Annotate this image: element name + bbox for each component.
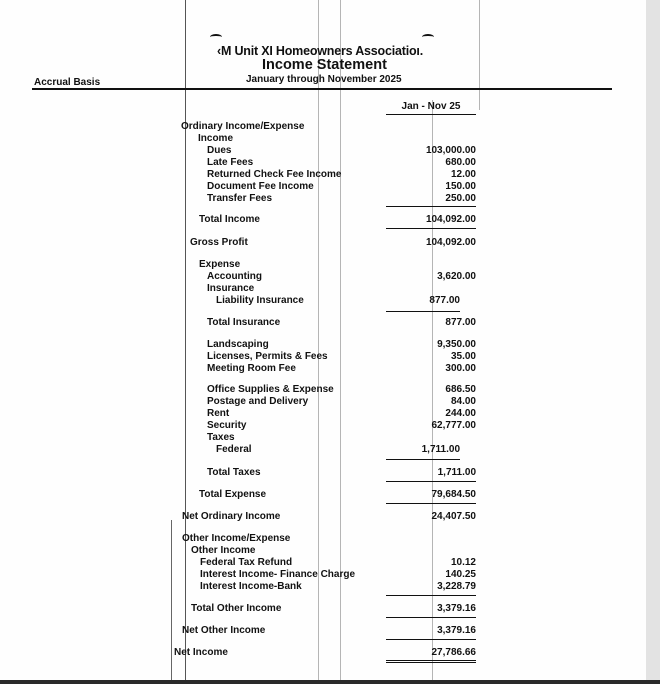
line-item: Federal Tax Refund 10.12 <box>200 557 476 568</box>
section-heading: Ordinary Income/Expense <box>181 121 305 132</box>
line-item: Landscaping 9,350.00 <box>207 339 476 350</box>
total-row: Total Expense 79,684.50 <box>199 489 476 500</box>
hole-punch-mark <box>422 34 434 40</box>
column-header-underline <box>386 114 476 115</box>
line-item: Meeting Room Fee 300.00 <box>207 363 476 374</box>
grand-total-double-rule <box>386 660 476 663</box>
line-item: Transfer Fees 250.00 <box>207 193 476 204</box>
line-item: Postage and Delivery 84.00 <box>207 396 476 407</box>
line-item: Returned Check Fee Income 12.00 <box>207 169 476 180</box>
line-item: Federal 1,711.00 <box>216 444 460 455</box>
line-item: Document Fee Income 150.00 <box>207 181 476 192</box>
group-heading: Insurance <box>207 283 255 294</box>
scan-artifact-line <box>479 0 480 110</box>
total-row: Gross Profit 104,092.00 <box>190 237 476 248</box>
total-row: Total Income 104,092.00 <box>199 214 476 225</box>
line-item: Rent 244.00 <box>207 408 476 419</box>
group-heading: Expense <box>199 259 241 270</box>
group-heading: Income <box>198 133 234 144</box>
vertical-scrollbar[interactable] <box>646 0 660 680</box>
accounting-basis: Accrual Basis <box>34 77 101 88</box>
line-item: Office Supplies & Expense 686.50 <box>207 384 476 395</box>
hole-punch-mark <box>210 34 222 40</box>
subtotal-rule <box>386 311 460 312</box>
subtotal-rule <box>386 617 476 618</box>
line-item: Interest Income-Bank 3,228.79 <box>200 581 476 592</box>
report-title: Income Statement <box>262 57 387 73</box>
subtotal-rule <box>386 595 476 596</box>
subtotal-rule <box>386 639 476 640</box>
total-row: Net Other Income 3,379.16 <box>182 625 476 636</box>
line-item: Liability Insurance 877.00 <box>216 295 460 306</box>
line-item: Interest Income- Finance Charge 140.25 <box>200 569 476 580</box>
line-item: Dues 103,000.00 <box>207 145 476 156</box>
column-header: Jan - Nov 25 <box>401 101 461 112</box>
total-row: Total Insurance 877.00 <box>207 317 476 328</box>
subtotal-rule <box>386 481 476 482</box>
subtotal-rule <box>386 503 476 504</box>
total-row: Total Taxes 1,711.00 <box>207 467 476 478</box>
report-period: January through November 2025 <box>246 74 402 85</box>
line-item: Security 62,777.00 <box>207 420 476 431</box>
line-item: Licenses, Permits & Fees 35.00 <box>207 351 476 362</box>
subtotal-rule <box>386 459 460 460</box>
line-item: Late Fees 680.00 <box>207 157 476 168</box>
total-row: Total Other Income 3,379.16 <box>191 603 476 614</box>
section-heading: Other Income/Expense <box>182 533 291 544</box>
total-row: Net Ordinary Income 24,407.50 <box>182 511 476 522</box>
group-heading: Taxes <box>207 432 235 443</box>
subtotal-rule <box>386 228 476 229</box>
group-heading: Other Income <box>191 545 256 556</box>
viewer-bottom-bar <box>0 680 660 684</box>
line-item: Accounting 3,620.00 <box>207 271 476 282</box>
subtotal-rule <box>386 206 476 207</box>
net-income-row: Net Income 27,786.66 <box>174 647 476 658</box>
company-name: ‹M Unit XI Homeowners Associatioı. <box>217 44 423 58</box>
header-divider <box>32 88 612 90</box>
